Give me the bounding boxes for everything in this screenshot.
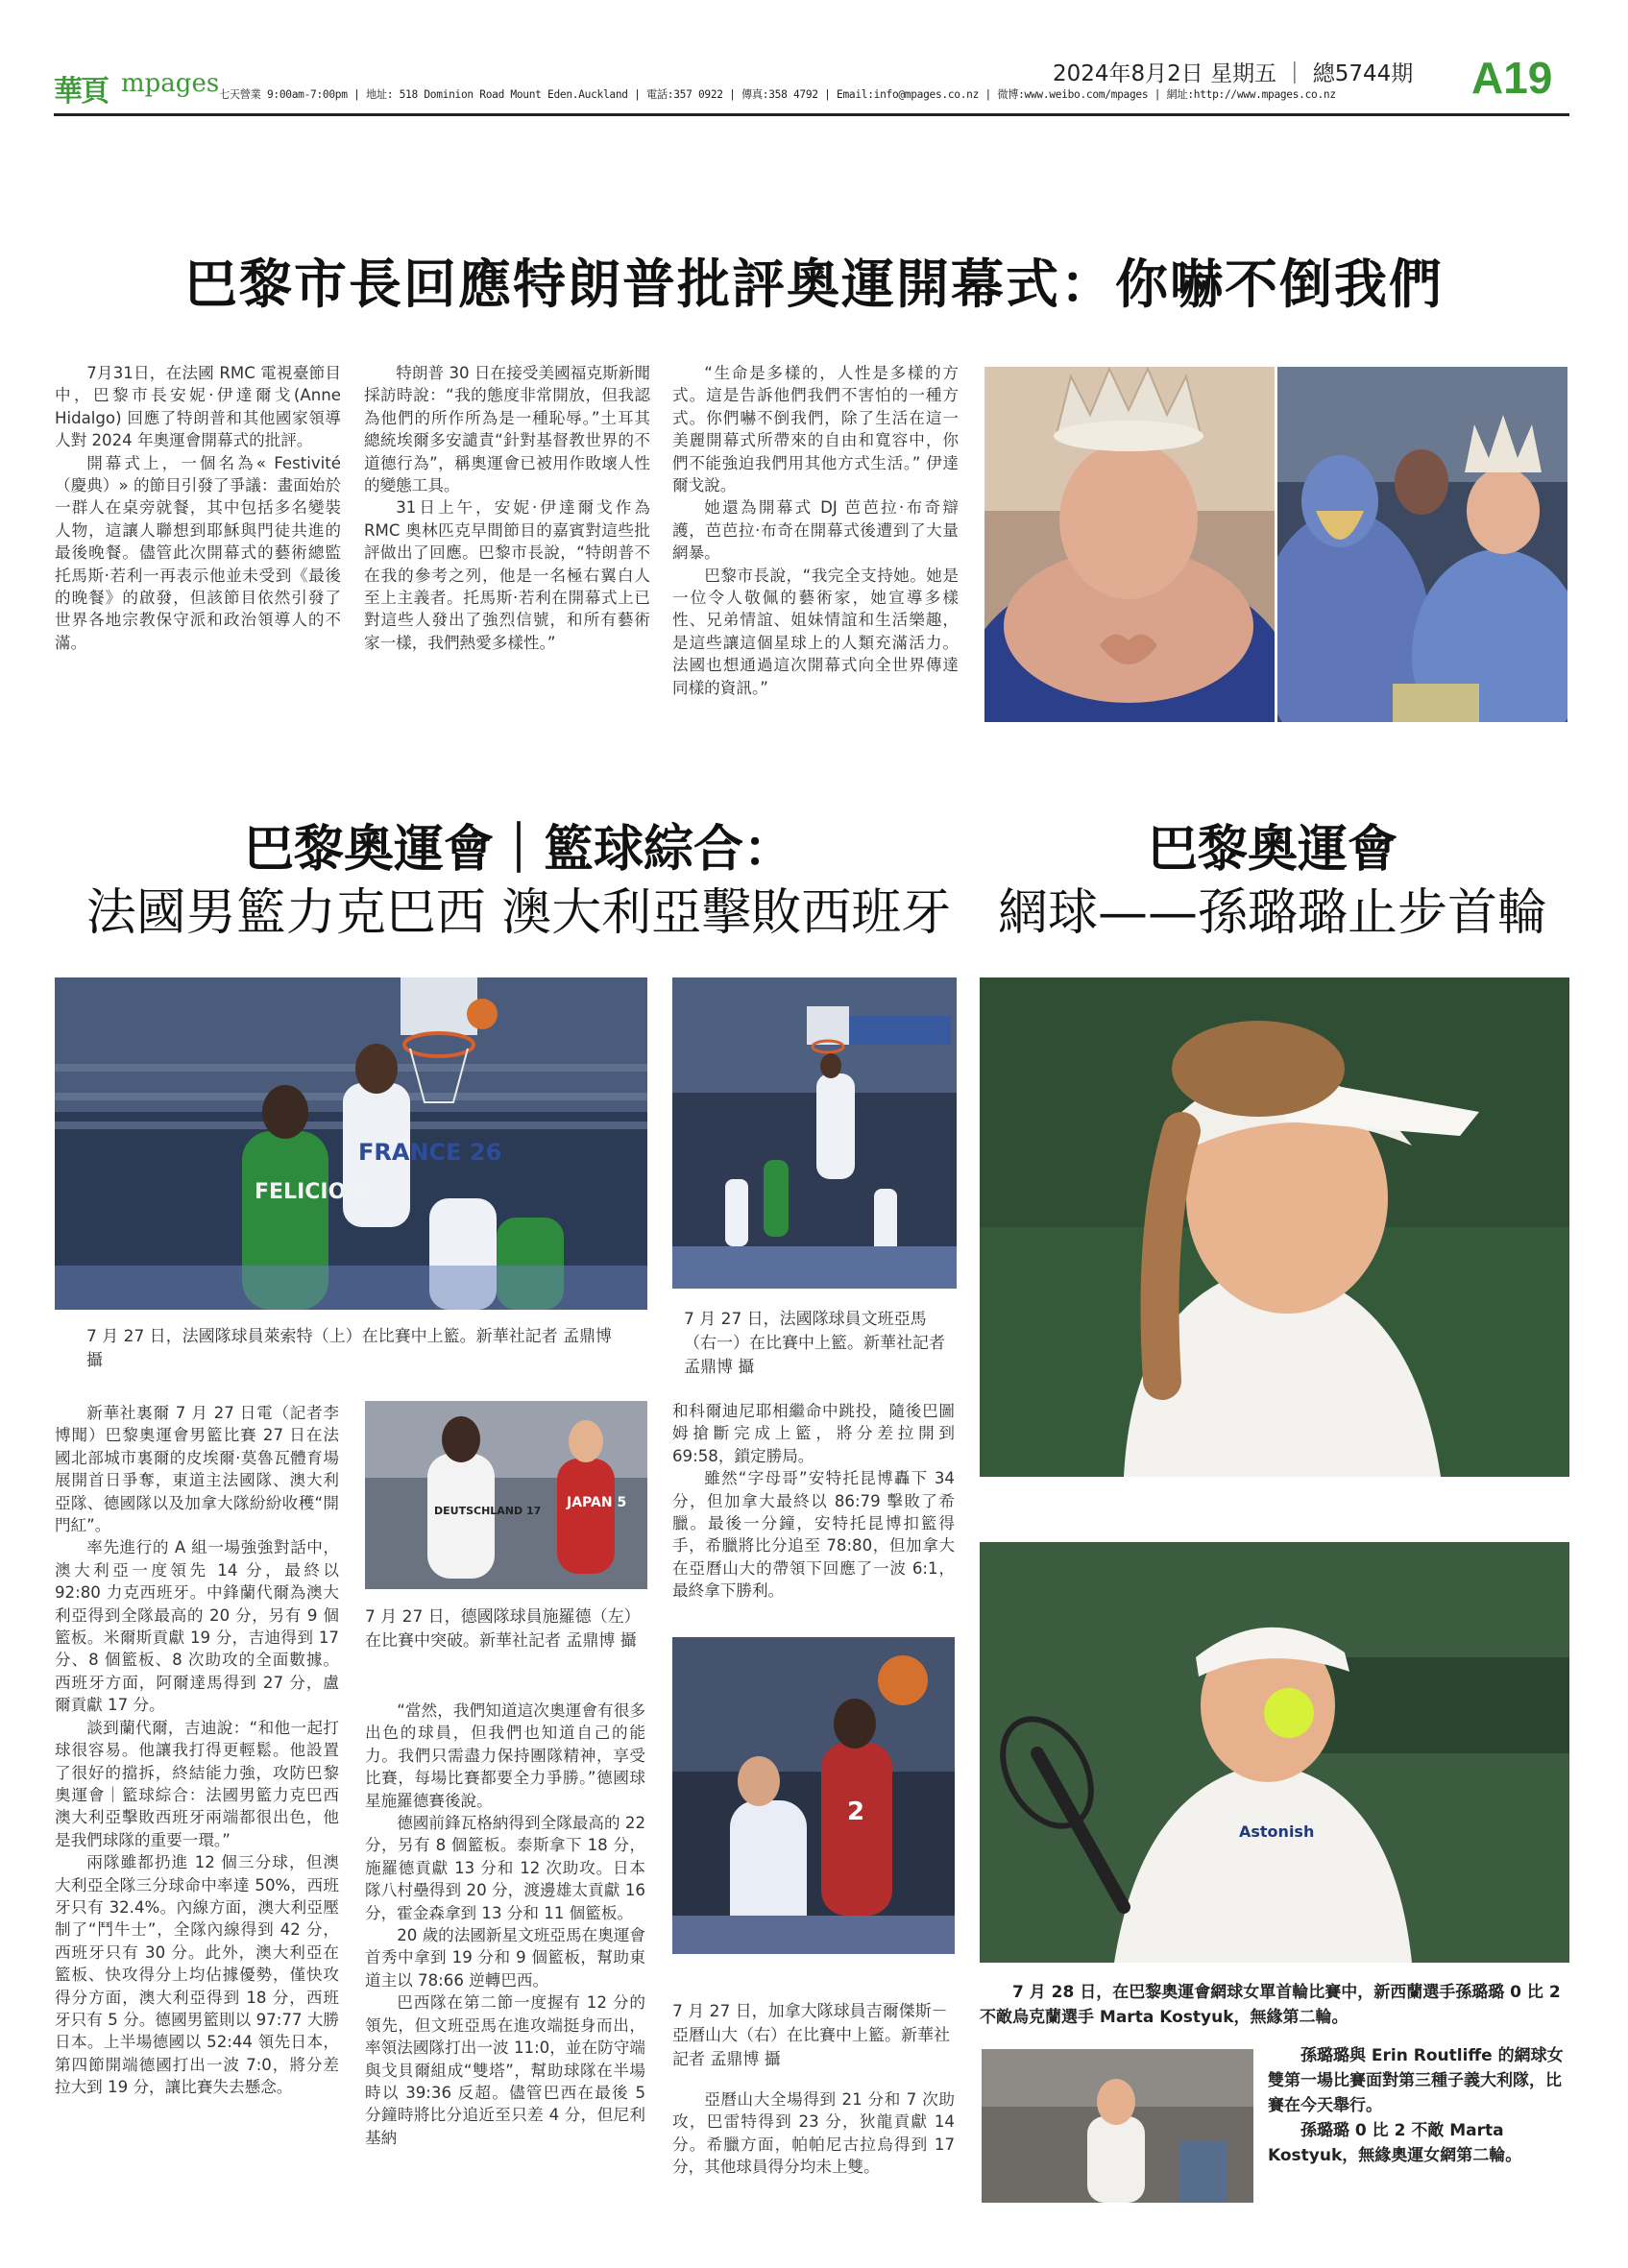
caption-photo1: 7 月 27 日，法國隊球員萊索特（上）在比賽中上籃。新華社記者 孟鼎博 攝 [86,1327,613,1370]
photo-wembanyama-layup [672,977,957,1289]
france-jersey-text: FRANCE 26 [358,1139,502,1166]
basketball-col2 [365,1700,645,2149]
issue-dateline: 2024年8月2日 星期五 ｜ 總5744期 [1053,61,1414,86]
paragraph: 雖然“字母哥”安特托昆博轟下 34 分，但加拿大最終以 86:79 擊敗了希臘。最後一分鐘，安特托昆博扣籃得手，希臘將比分追至 78:80，但加拿大在亞曆山大的帶領下回應了一波 6:1，最終拿下勝利。 [672,1469,955,1601]
tennis-headline-kicker: 巴黎奧運會 [1147,821,1397,879]
paragraph: 7月31日，在法國 RMC 電視臺節目中，巴黎市長安妮·伊達爾戈(Anne Hidalgo) 回應了特朗普和其他國家領導人對 2024 年奧運會開幕式的批評。 [55,364,341,450]
photo-blue-performers [1277,367,1567,722]
photo-france-brazil-layup [55,977,647,1310]
paragraph: 談到蘭代爾，吉迪說：“和他一起打球很容易。他讓我打得更輕鬆。他設置了很好的擋拆，終結能力強，攻防巴黎奧運會｜籃球綜合：法國男籃力克巴西 澳大利亞擊敗西班牙兩端都很出色，他是我們球隊的重要一環。” [55,1718,339,1849]
paragraph: 孫璐璐 0 比 2 不敵 Marta Kostyuk，無緣奧運女網第二輪。 [1268,2121,1522,2165]
caption-photo2: 7 月 27 日，法國隊球員文班亞馬（右一）在比賽中上籃。新華社記者 孟鼎博 攝 [684,1310,945,1377]
paragraph: 德國前鋒瓦格納得到全隊最高的 22 分，另有 8 個籃板。泰斯拿下 18 分，施羅德貢獻 13 分和 12 次助攻。日本隊八村壘得到 20 分，渡邊雄太貢獻 16 分，霍金森拿到 13 分和 11 個籃板。 [365,1814,645,1922]
logo-brand: mpages [121,69,220,98]
header-divider [54,113,1569,116]
paragraph: 20 歲的法國新星文班亞馬在奧運會首秀中拿到 19 分和 9 個籃板，幫助東道主以 78:66 逆轉巴西。 [365,1926,645,1990]
tennis-headline: 網球——孫璐璐止步首輪 [997,884,1547,942]
paragraph: 和科爾迪尼耶相繼命中跳投，隨後巴圖姆搶斷完成上籃，將分差拉開到 69:58，鎖定勝局。 [672,1402,955,1465]
article1-col3 [672,362,959,699]
paragraph: 率先進行的 A 組一場強強對話中，澳大利亞一度領先 14 分，最終以 92:80 力克西班牙。中鋒蘭代爾為澳大利亞得到全隊最高的 20 分，另有 9 個籃板。米爾斯貢獻 19 分，吉迪得到 17 分、8 個籃板、8 次助攻的全面數據。西班牙方面，阿爾達馬得到 27 分，盧爾貢獻 17 分。 [55,1538,339,1715]
paragraph: “生命是多樣的，人性是多樣的方式。這是告訴他們我們不害怕的一種方式。你們嚇不倒我們，除了生活在這一美麗開幕式所帶來的自由和寬容中，你們不能強迫我們用其他方式生活。” 伊達爾戈說。 [672,364,959,495]
masthead-logo [54,65,220,109]
paragraph: 她還為開幕式 DJ 芭芭拉·布奇辯護，芭芭拉·布奇在開幕式後遭到了大量網暴。 [672,498,959,563]
canada-jersey-text: 2 [847,1798,865,1826]
basketball-headline: 法國男籃力克巴西 澳大利亞擊敗西班牙 [85,884,952,942]
tennis-caption-more [1268,2043,1569,2168]
basketball-col1 [55,1402,339,2099]
paragraph: 31日上午，安妮·伊達爾戈作為 RMC 奧林匹克早間節目的嘉賓對這些批評做出了回應。巴黎市長說，“特朗普不在我的參考之列，他是一名極右翼白人至上主義者。托馬斯·若利在開幕式上已對這些人發出了強烈信號，和所有藝術家一樣，我們熱愛多樣性。” [364,498,650,652]
article1-col1 [55,362,341,654]
photo-sun-lulu-portrait [980,977,1569,1477]
japan-jersey-text: JAPAN 5 [567,1495,627,1510]
paragraph: “當然，我們知道這次奧運會有很多出色的球員，但我們也知道自己的能力。我們只需盡力保持團隊精神，享受比賽，每場比賽都要全力爭勝。”德國球星施羅德賽後說。 [365,1701,645,1810]
article1-headline: 巴黎市長回應特朗普批評奧運開幕式：你嚇不倒我們 [183,253,1444,315]
photo-sun-lulu-backhand [980,1542,1569,1963]
basketball-col3-end [672,2088,955,2179]
photo-performer-headdress [984,367,1275,722]
paragraph: 巴西隊在第二節一度握有 12 分的領先，但文班亞馬在進攻端挺身而出，率領法國隊打出一波 11:0，並在防守端與戈貝爾組成“雙塔”，幫助球隊在半場時以 39:36 反超。儘管巴西在最後 5 分鐘時將比分追近至只差 4 分，但尼利基納 [365,1993,645,2147]
visor-brand-text: Astonish [1239,1822,1315,1841]
contact-info-bar: 七天營業 9:00am-7:00pm | 地址: 518 Dominion Road Mount Eden.Auckland | 電話:357 0922 | 傳真:358 4792 | Email:info@mpages.co.nz | 微博:www.weibo.com/mpages | 網址:http://www.mpages.co.nz [219,88,1336,101]
tennis-caption [980,1980,1569,2030]
paragraph: 兩隊雖都扔進 12 個三分球，但澳大利亞全隊三分球命中率達 50%，西班牙只有 32.4%。內線方面，澳大利亞壓制了“鬥牛士”，全隊內線得到 42 分，西班牙只有 30 分。此外，澳大利亞在籃板、快攻得分上均佔據優勢，僅快攻得分方面，澳大利亞得到 18 分，西班牙只有 5 分。德國男籃則以 97:77 大勝日本。上半場德國以 52:44 領先日本，第四節開端德國打出一波 7:0，將分差拉大到 19 分，讓比賽失去懸念。 [55,1853,339,2097]
paragraph: 開幕式上，一個名為« Festivité（慶典）» 的節目引發了爭議：畫面始於一群人在桌旁就餐，其中包括多名變裝人物，這讓人聯想到耶穌與門徒共進的最後晚餐。儘管此次開幕式的藝術總監托馬斯·若利一再表示他並未受到《最後的晚餐》的啟發，但該節目依然引發了世界各地宗教保守派和政治領導人的不滿。 [55,453,341,652]
caption-photo3: 7 月 27 日，德國隊球員施羅德（左）在比賽中突破。新華社記者 孟鼎博 攝 [365,1607,641,1651]
page-number: A19 [1471,53,1553,103]
photo-germany-japan [365,1401,647,1589]
brazil-jersey-text: FELICIO 6 [255,1180,369,1204]
paragraph: 巴黎市長說，“我完全支持她。她是一位令人敬佩的藝術家，她宣導多樣性、兄弟情誼、姐妹情誼和生活樂趣，是這些讓這個星球上的人類充滿活力。法國也想通過這次開幕式向全世界傳達同樣的資訊。” [672,566,959,697]
basketball-headline-kicker: 巴黎奧運會｜籃球綜合： [243,821,793,879]
germany-jersey-text: DEUTSCHLAND 17 [434,1505,542,1517]
photo-sun-lulu-small [982,2049,1253,2203]
paragraph: 7 月 28 日，在巴黎奧運會網球女單首輪比賽中，新西蘭選手孫璐璐 0 比 2 不敵烏克蘭選手 Marta Kostyuk，無緣第二輪。 [980,1983,1561,2027]
logo-mark: 華頁 [54,75,108,109]
paragraph: 特朗普 30 日在接受美國福克斯新聞採訪時說：“我的態度非常開放，但我認為他們的所作所為是一種恥辱。”土耳其總統埃爾多安譴責“針對基督教世界的不道德行為”，稱奧運會已被用作敗壞人性的變態工具。 [364,364,650,495]
caption-photo4: 7 月 27 日，加拿大隊球員吉爾傑斯－亞曆山大（右）在比賽中上籃。新華社記者 孟鼎博 攝 [672,2002,950,2069]
paragraph: 新華社裏爾 7 月 27 日電（記者李博聞）巴黎奧運會男籃比賽 27 日在法國北部城市裏爾的皮埃爾·莫魯瓦體育場展開首日爭奪，東道主法國隊、澳大利亞隊、德國隊以及加拿大隊紛紛收穫“開門紅”。 [55,1404,339,1535]
paragraph: 孫璐璐與 Erin Routliffe 的網球女雙第一場比賽面對第三種子義大利隊，比賽在今天舉行。 [1268,2046,1564,2115]
basketball-col3 [672,1400,955,1603]
paragraph: 亞曆山大全場得到 21 分和 7 次助攻，巴雷特得到 23 分，狄龍貢獻 14 分。希臘方面，帕帕尼古拉烏得到 17 分，其他球員得分均未上雙。 [672,2090,955,2177]
article1-col2 [364,362,650,654]
photo-canada-greece [672,1637,955,1954]
